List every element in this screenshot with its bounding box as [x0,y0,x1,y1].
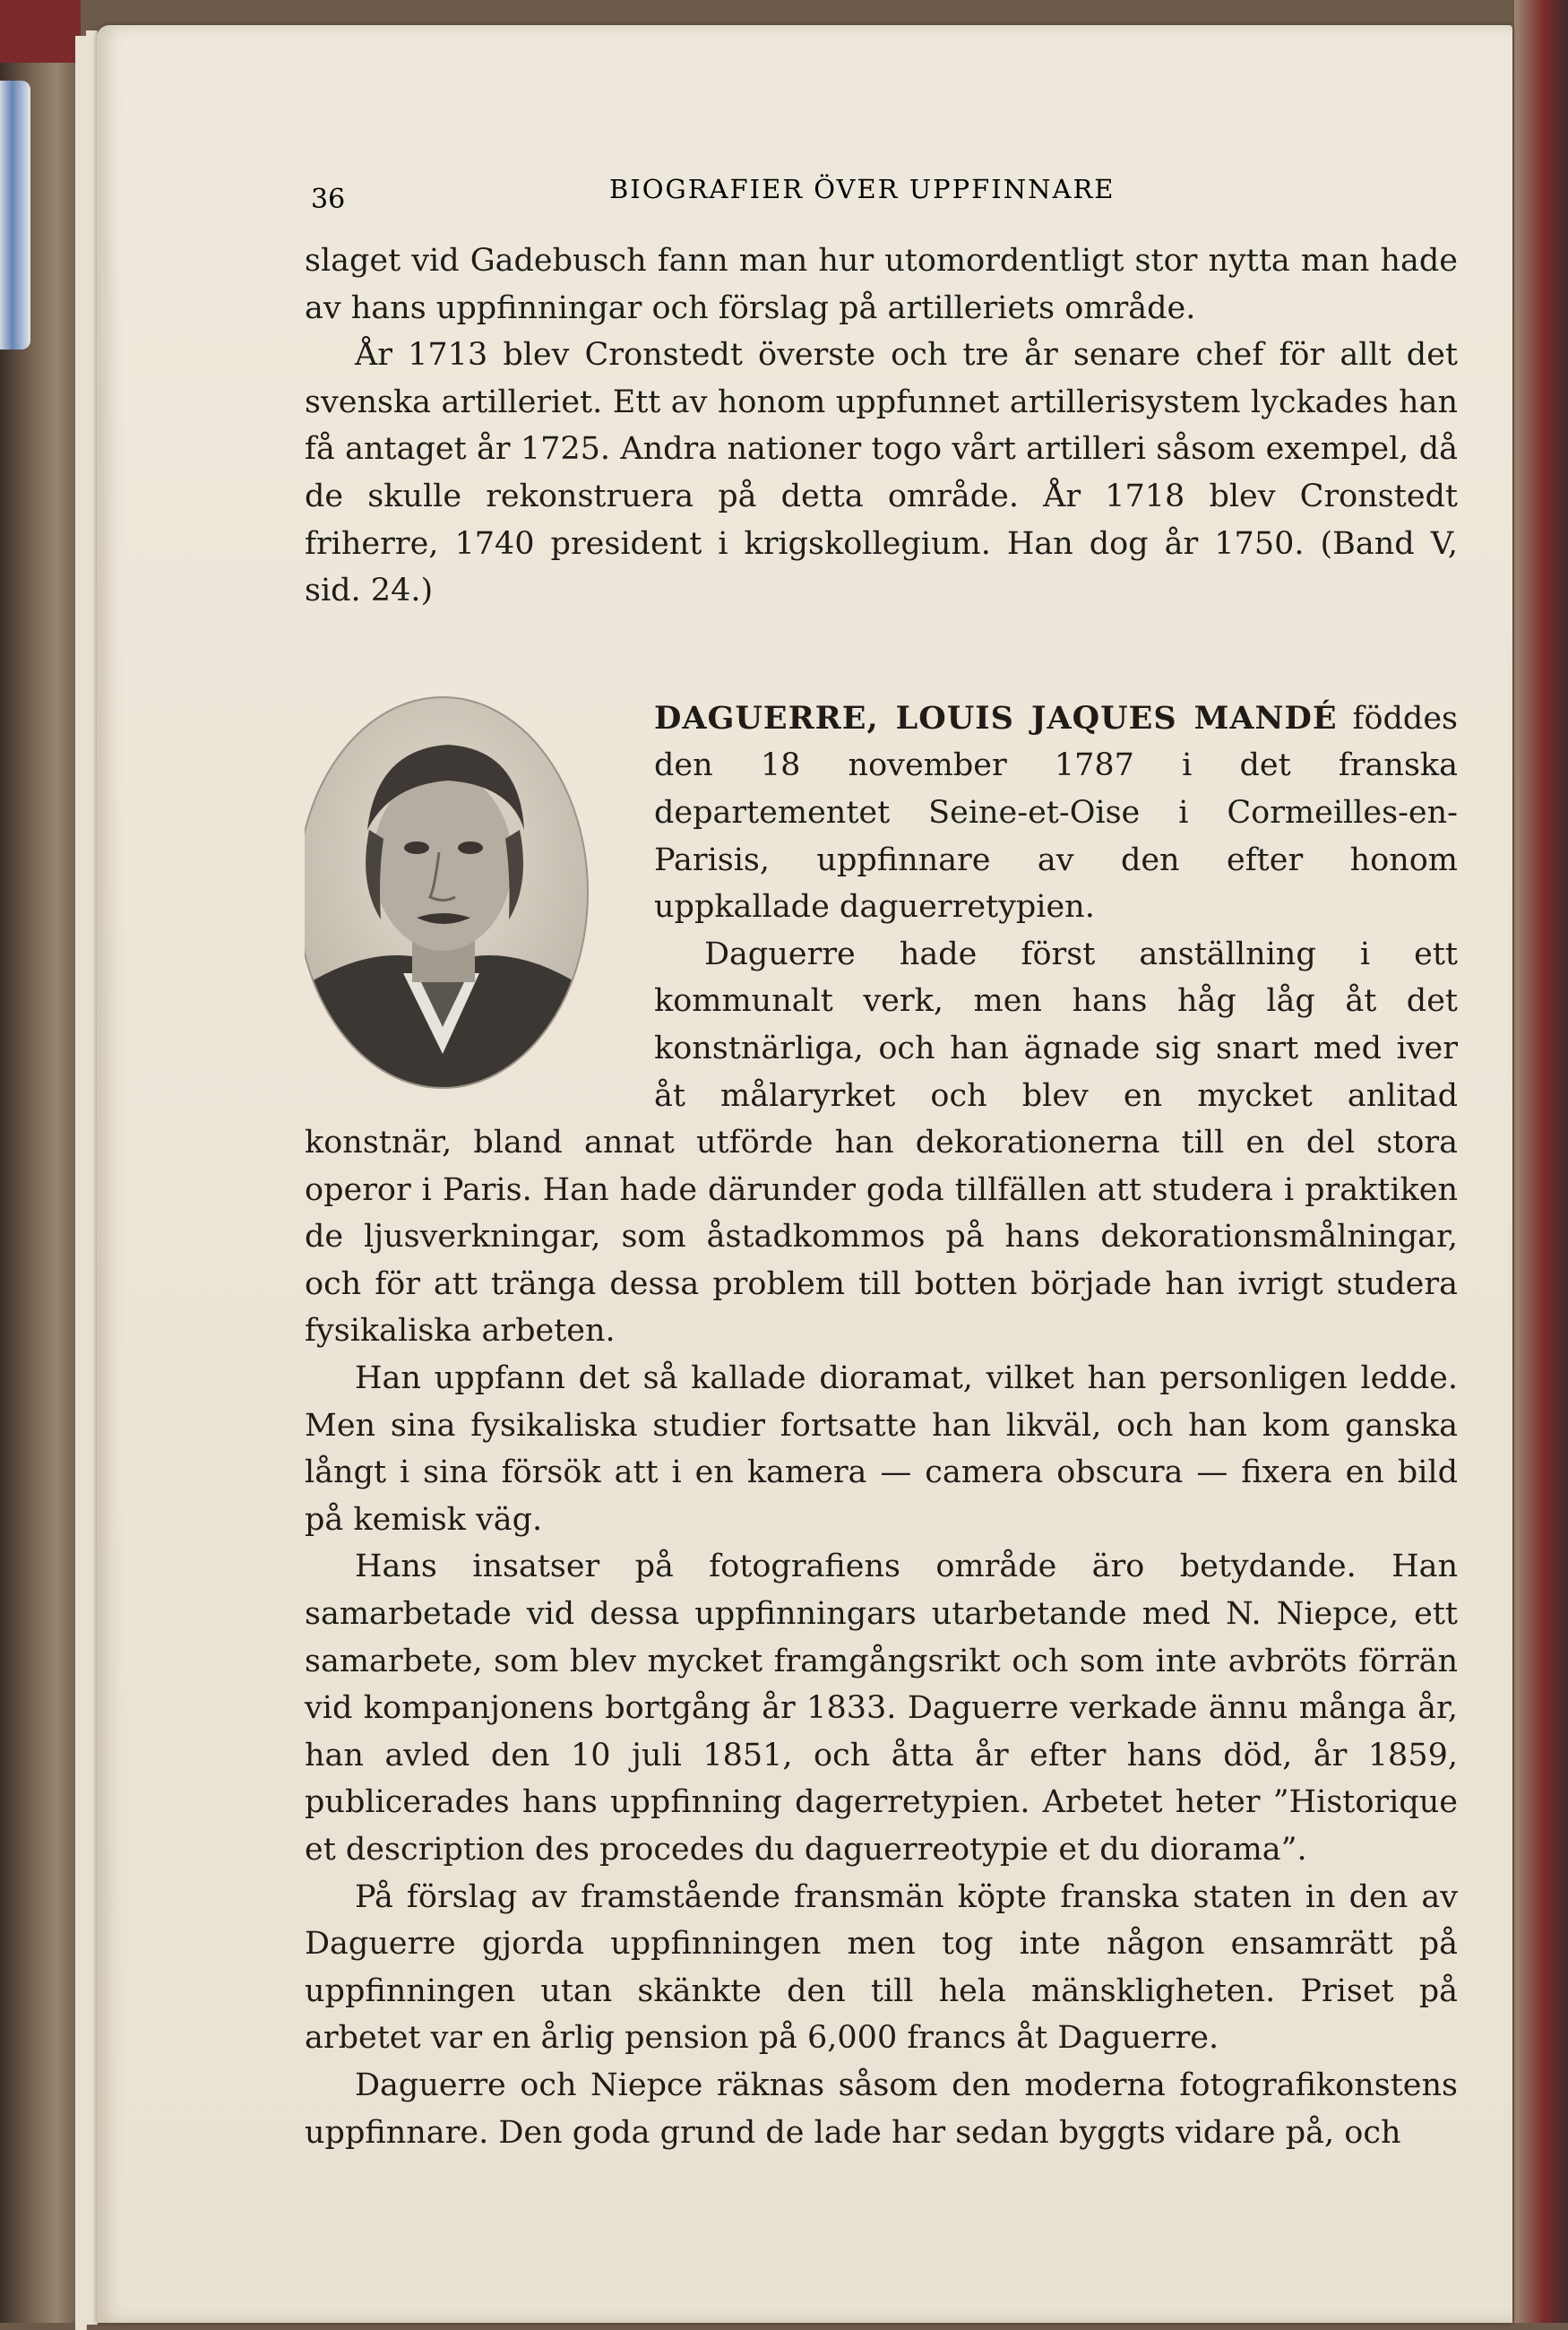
paragraph: Han uppfann det så kallade dioramat, vilket han personligen ledde. Men sina fysikaliska studier fortsatte han likväl, och han kom ganska långt i sina försök att i en kamera — camera obscura — fixera en bild på kemisk väg. [305,1360,1458,1538]
page-number: 36 [311,184,346,215]
entry-intro-text: föddes den 18 november 1787 i det franska departementet Seine-et-Oise i Cormeilles-en-Parisis, uppfinnare av den efter honom uppkallade daguerretypien. [654,700,1458,926]
daguerre-portrait [305,695,590,1090]
section-gap [305,615,1458,695]
body-text [305,237,1458,2156]
paragraph: Hans insatser på fotografiens område äro betydande. Han samarbetade vid dessa uppfinningars utarbetande med N. Niepce, ett samarbete, som blev mycket framgångsrikt och som inte avbröts förrän vid kompanjonens bortgång år 1833. Daguerre verkade ännu många år, han avled den 10 juli 1851, och åtta år efter hans död, år 1859, publicerades hans uppfinning dagerretypien. Arbetet heter ”Historique et description des procedes du daguerreotypie et du diorama”. [305,1549,1458,1868]
cover-label [0,81,30,350]
book-cover-edge [0,0,81,2323]
daguerre-entry [305,695,1458,1355]
paragraph: Daguerre och Niepce räknas såsom den moderna fotografikonstens uppfinnare. Den goda grund de lade har sedan byggts vidare på, och [305,2067,1458,2151]
book-right-edge [1514,0,1568,2323]
portrait-figure [305,695,627,1117]
paragraph: År 1713 blev Cronstedt överste och tre år senare chef för allt det svenska artilleriet. Ett av honom uppfunnet artillerisystem lyckades han få antaget år 1725. Andra nationer togo vårt artilleri såsom exempel, då de skulle rekonstruera på detta område. År 1718 blev Cronstedt friherre, 1740 president i krigskollegium. Han dog år 1750. (Band V, sid. 24.) [305,337,1458,609]
running-header [208,161,1458,215]
entry-name: DAGUERRE, LOUIS JAQUES MANDÉ [654,699,1338,737]
cover-corner [0,0,81,63]
paragraph: På förslag av framstående fransmän köpte franska staten in den av Daguerre gjorda uppfinningen men tog inte någon ensamrätt på uppfinningen utan skänkte den till hela mänskligheten. Priset på arbetet var en årlig pension på 6,000 francs åt Daguerre. [305,1878,1458,2057]
paragraph: slaget vid Gadebusch fann man hur utomordentligt stor nytta man hade av hans uppfinningar och förslag på artilleriets område. [305,243,1458,326]
paragraph: Daguerre hade först anställning i ett kommunalt verk, men hans håg låg åt det konstnärliga, och han ägnade sig snart med iver åt målaryrket och blev en mycket anlitad konstnär, bland annat utförde han dekorationerna till en del stora operor i Paris. Han hade därunder goda tillfällen att studera i praktiken de ljusverkningar, som åstadkommos på hans dekorationsmålningar, och för att tränga dessa problem till botten började han ivrigt studera fysikaliska arbeten. [305,936,1458,1350]
running-head-title: BIOGRAFIER ÖVER UPPFINNARE [609,174,1116,204]
